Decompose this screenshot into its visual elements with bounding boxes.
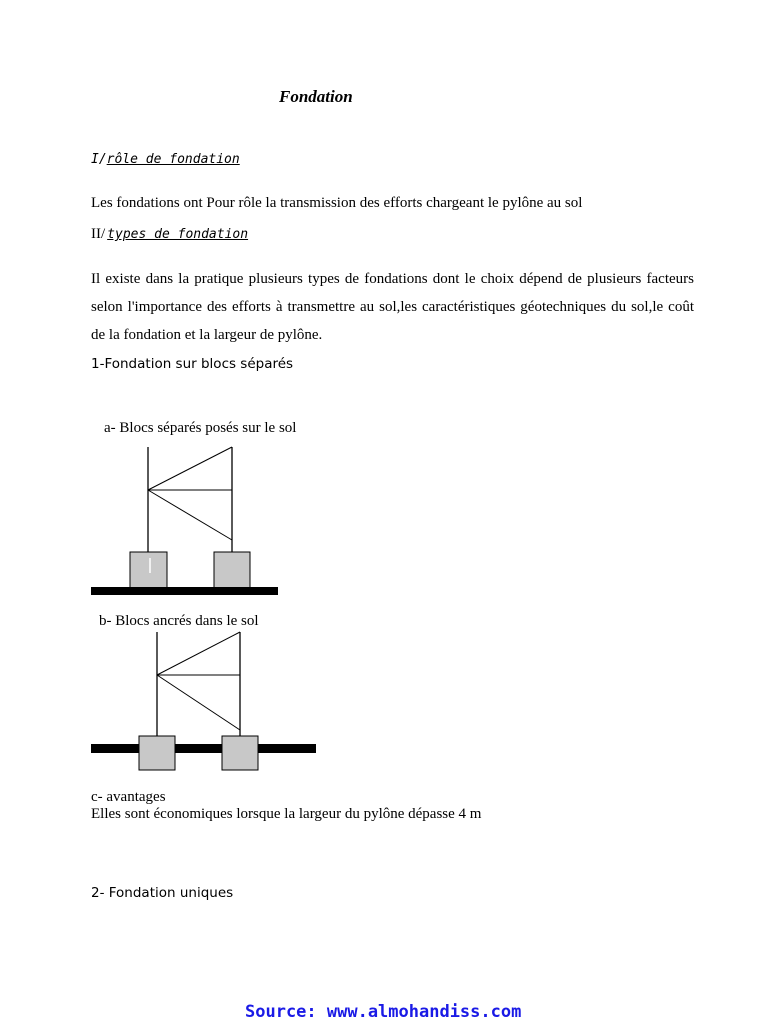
- ground-line: [91, 744, 316, 753]
- case-b-label: b- Blocs ancrés dans le sol: [99, 613, 259, 629]
- foundation-block-right: [214, 552, 250, 588]
- case-c-label: c- avantages: [91, 789, 166, 805]
- ground-line: [91, 587, 278, 595]
- foundation-block-left: [130, 552, 167, 588]
- diagram-blocks-anchored: [88, 630, 323, 775]
- diagram-blocks-on-ground: [88, 445, 288, 600]
- section-1-text: Les fondations ont Pour rôle la transmission des efforts chargeant le pylône au sol: [91, 195, 583, 211]
- foundation-block-left: [139, 736, 175, 770]
- tower-brace-lower: [157, 675, 240, 730]
- tower-brace-upper: [157, 632, 240, 675]
- tower-brace-lower: [148, 490, 232, 540]
- subsection-2-title: 2- Fondation uniques: [91, 885, 234, 901]
- section-2-numeral: II/: [91, 226, 106, 242]
- section-1-numeral: I/: [91, 152, 107, 167]
- source-link[interactable]: Source: www.almohandiss.com: [245, 1002, 522, 1022]
- subsection-1-title: 1-Fondation sur blocs séparés: [91, 356, 294, 372]
- case-c-text: Elles sont économiques lorsque la largeur du pylône dépasse 4 m: [91, 806, 482, 822]
- section-1-heading: [91, 150, 240, 168]
- section-1-title: rôle de fondation: [106, 152, 240, 167]
- case-a-label: a- Blocs séparés posés sur le sol: [104, 420, 297, 436]
- section-2-heading: [91, 225, 248, 243]
- tower-brace-upper: [148, 447, 232, 490]
- page-title: Fondation: [279, 87, 353, 106]
- foundation-block-right: [222, 736, 258, 770]
- section-2-text: Il existe dans la pratique plusieurs types de fondations dont le choix dépend de plusieurs facteurs selon l'importance des efforts à transmettre au sol,les caractéristiques géotechniques du sol,le coût de la fondation et la largeur de pylône.: [91, 271, 694, 343]
- section-2-title: types de fondation: [107, 227, 249, 242]
